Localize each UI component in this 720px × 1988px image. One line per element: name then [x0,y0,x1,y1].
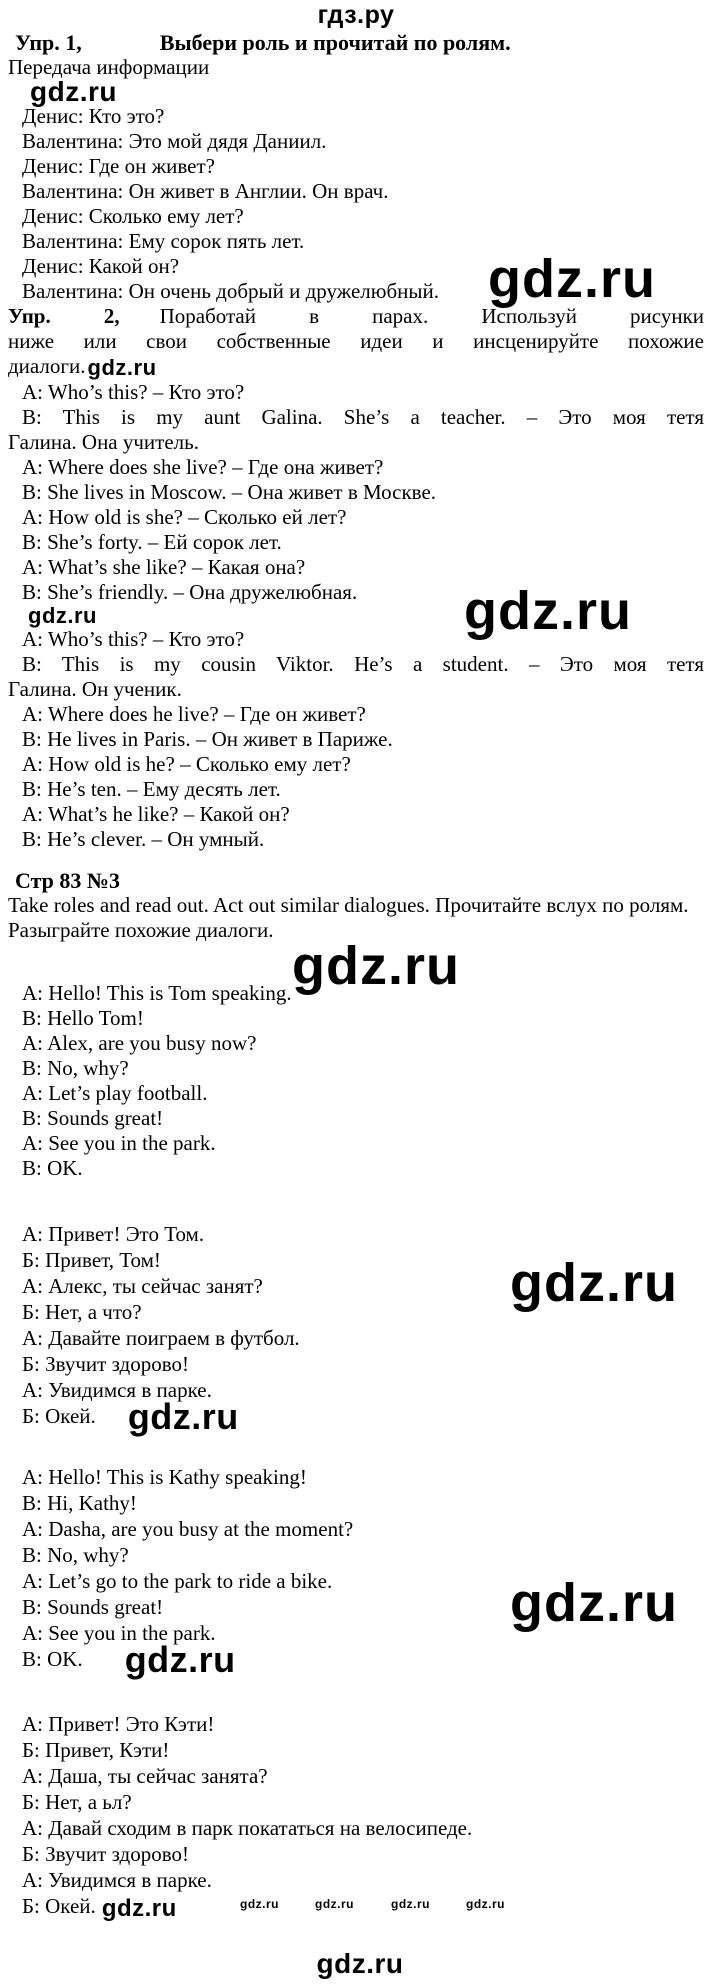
exercise1-heading [8,30,704,55]
gdz-watermark-tiny: gdz.ru [466,1897,505,1911]
dialogue-line: Б: Нет, а что? [22,1300,142,1324]
dialogue-line: A: Who’s this? – Кто это? [22,627,245,651]
exercise2-intro [8,304,704,380]
dialogue-line: A: Let’s play football. [22,1081,208,1105]
gdz-watermark: gdz.ru [101,1895,177,1922]
exercise2-intro-line3 [8,354,704,380]
gdz-watermark-large: gdz.ru [488,249,656,309]
dialogue-line: Б: Нет, а ьл? [22,1790,132,1814]
exercise1-label: Упр. 1, [15,30,82,55]
gdz-watermark: gdz.ru [124,1639,236,1680]
dialogue-line: A: Dasha, are you busy at the moment? [22,1517,354,1541]
dialogue-line: B: He lives in Paris. – Он живет в Париже. [22,727,393,751]
dialogue-line: B: Sounds great! [22,1106,164,1130]
dialogue-line: Валентина: Он очень добрый и дружелюбный. [22,279,439,303]
exercise3-intro-line2: Разыграйте похожие диалоги. [8,918,274,942]
gdz-watermark: gdz.ru [87,355,157,380]
dialogue-line: B: Hello Tom! [22,1006,144,1030]
dialogue-line: А: Привет! Это Том. [22,1222,205,1246]
exercise2-label: Упр. 2, [8,304,120,328]
exercise3-dialogue-en2-end [8,1639,704,1680]
dialogue-line: А: Давай сходим в парк покататься на велосипеде. [22,1816,473,1840]
dialogue-line: А: Увидимся в парке. [22,1868,212,1892]
exercise2-dialogue1 [8,380,704,605]
dialogue-line: Денис: Какой он? [22,254,180,278]
dialogue-line: B: No, why? [22,1056,129,1080]
dialogue-line: Валентина: Он живет в Англии. Он врач. [22,179,389,203]
dialogue-line: B: He’s clever. – Он умный. [22,827,265,851]
dialogue-line: B: This is my aunt Galina. She’s a teacher. – Это моя тетя [22,405,704,429]
dialogue-line: Галина. Она учитель. [8,430,199,454]
dialogue-line-with-watermark [8,1639,704,1680]
dialogue-line: Б: Привет, Кэти! [22,1738,170,1762]
dialogue-line: Валентина: Ему сорок пять лет. [22,229,305,253]
dialogue-line: A: Alex, are you busy now? [22,1031,257,1055]
dialogue-line: A: See you in the park. [22,1621,216,1645]
exercise2-dialogue2 [8,627,704,852]
exercise1-title: Выбери роль и прочитай по ролям. [159,30,511,55]
gdz-watermark-large: gdz.ru [510,1573,678,1633]
dialogue-line: B: He’s ten. – Ему десять лет. [22,777,281,801]
dialogue-line: A: See you in the park. [22,1131,216,1155]
dialogue-line: Галина. Он ученик. [8,677,182,701]
exercise3-dialogue-en1 [8,981,704,1181]
gdz-watermark: gdz.ru [127,1396,239,1437]
dialogue-line: A: How old is he? – Сколько ему лет? [22,752,351,776]
dialogue-line: Б: Звучит здорово! [22,1842,189,1866]
dialogue-line: A: Who’s this? – Кто это? [22,380,245,404]
dialogue-line: А: Привет! Это Кэти! [22,1712,215,1736]
spacer [8,1673,704,1711]
dialogue-line: B: This is my cousin Viktor. He’s a student. – Это моя тетя [22,652,704,676]
gdz-watermark: gdz.ru [28,603,97,628]
exercise3-heading: Стр 83 №3 [15,868,121,893]
exercise2-intro-line2: ниже или свои собственные идеи и инсценируйте похожие [8,329,704,353]
dialogue-line: А: Алекс, ты сейчас занят? [22,1274,263,1298]
dialogue-line: Денис: Кто это? [22,104,165,128]
dialogue-line-text: Б: Окей. [22,1894,96,1918]
dialogue-line: A: Hello! This is Tom speaking. [22,981,292,1005]
dialogue-line: А: Увидимся в парке. [22,1378,212,1402]
dialogue-line: A: Hello! This is Kathy speaking! [22,1465,307,1489]
spacer [8,852,704,868]
gdz-watermark-large: gdz.ru [510,1253,678,1313]
dialogue-line-with-watermark [8,1396,704,1437]
site-header-logo: гдз.ру [317,1,395,29]
spacer [8,1430,704,1464]
gdz-watermark-tiny: gdz.ru [240,1897,279,1911]
dialogue-line: B: She lives in Moscow. – Она живет в Москве. [22,480,437,504]
dialogue-line: А: Давайте поиграем в футбол. [22,1326,300,1350]
dialogue-line: B: Hi, Kathy! [22,1491,137,1515]
dialogue-line: B: OK. [22,1156,83,1180]
watermark-row-1 [8,76,704,107]
gdz-watermark: gdz.ru [30,76,117,107]
dialogue-line: B: Sounds great! [22,1595,164,1619]
dialogue-line: Денис: Где он живет? [22,154,215,178]
exercise3-dialogue-ru2 [8,1711,704,1893]
gdz-watermark-large: gdz.ru [292,936,460,996]
exercise3-intro-line1: Take roles and read out. Act out similar dialogues. Прочитайте вслух по ролям. [8,893,689,917]
dialogue-line: B: No, why? [22,1543,129,1567]
exercise2-intro-text1: Поработай в парах. Используй рисунки [159,304,704,328]
dialogue-line-text: Б: Окей. [22,1404,96,1428]
exercise1-subtitle: Передача информации [8,55,210,79]
gdz-watermark-tiny: gdz.ru [315,1897,354,1911]
spacer [8,1181,704,1221]
dialogue-line: B: She’s forty. – Ей сорок лет. [22,530,282,554]
dialogue-line: Б: Привет, Том! [22,1248,161,1272]
dialogue-line: Денис: Сколько ему лет? [22,204,244,228]
dialogue-line: A: Let’s go to the park to ride a bike. [22,1569,333,1593]
dialogue-line-text: B: OK. [22,1647,83,1671]
gdz-watermark-footer: gdz.ru [316,1948,404,1979]
exercise3-dialogue-ru1-end [8,1396,704,1437]
dialogue-line: B: She’s friendly. – Она дружелюбная. [22,580,358,604]
dialogue-line: А: Даша, ты сейчас занята? [22,1764,268,1788]
exercise2-intro-text3: диалоги. [8,354,86,378]
gdz-watermark-large: gdz.ru [464,581,632,641]
dialogue-line: Б: Звучит здорово! [22,1352,189,1376]
dialogue-line: A: How old is she? – Сколько ей лет? [22,505,347,529]
dialogue-line: A: What’s he like? – Какой он? [22,802,290,826]
exercise3-dialogue-ru2-end [8,1893,704,1922]
dialogue-line: A: Where does he live? – Где он живет? [22,702,366,726]
dialogue-line: A: Where does she live? – Где она живет? [22,455,384,479]
gdz-watermark-tiny: gdz.ru [391,1897,430,1911]
dialogue-line: Валентина: Это мой дядя Даниил. [22,129,327,153]
dialogue-line: A: What’s she like? – Какая она? [22,555,306,579]
dialogue-line-with-watermark [8,1893,704,1922]
